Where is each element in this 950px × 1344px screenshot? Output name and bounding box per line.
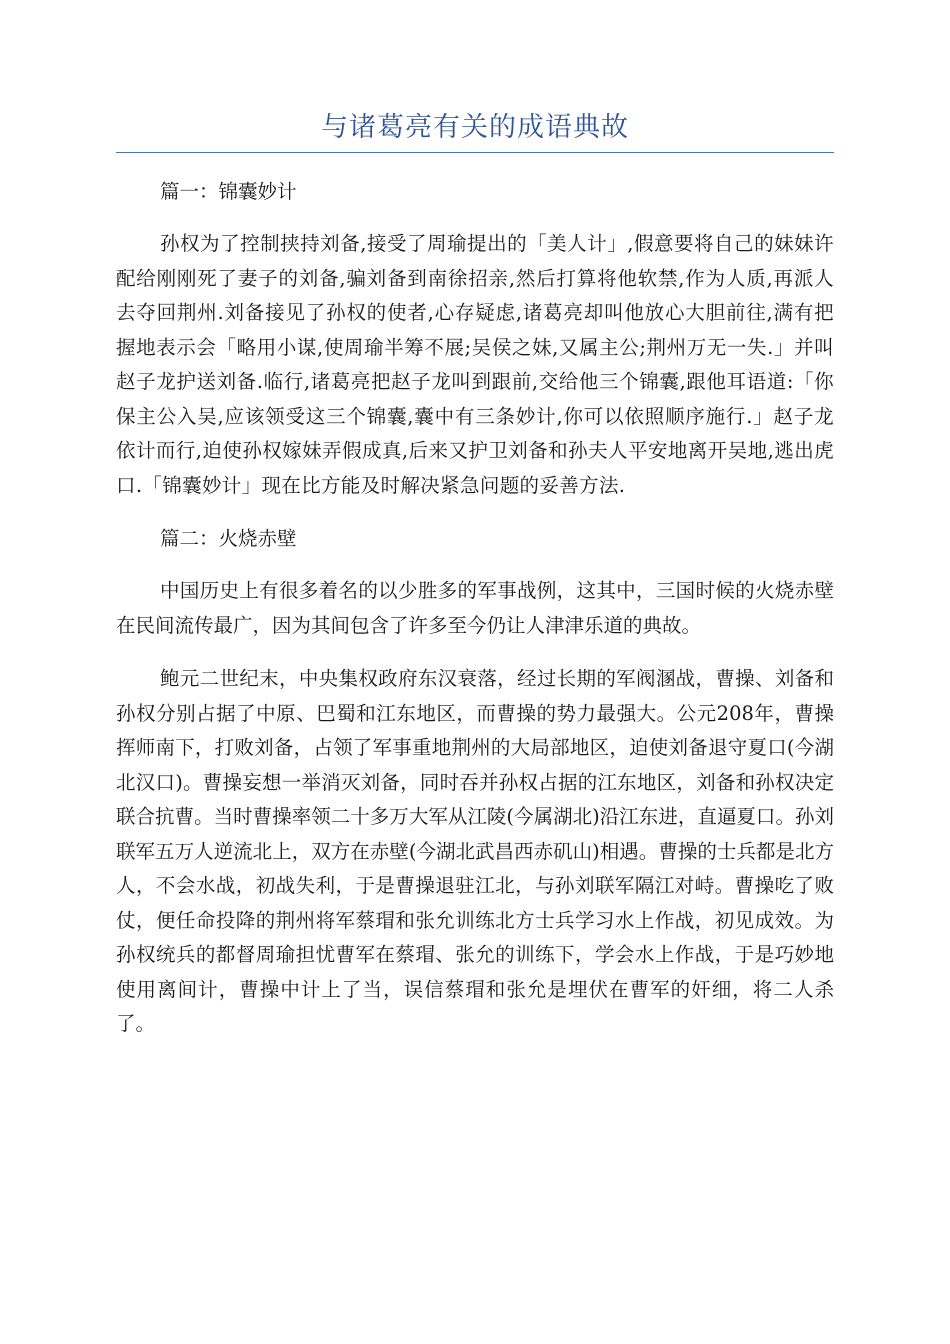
document-page — [116, 108, 834, 1061]
title-underline — [116, 152, 834, 153]
document-title: 与诸葛亮有关的成语典故 — [321, 112, 629, 143]
section-heading-2: 篇二：火烧赤壁 — [160, 527, 297, 550]
section-2-paragraph-2: 鲍元二世纪末，中央集权政府东汉衰落，经过长期的军阀溷战，曹操、刘备和孙权分别占据了中原、巴蜀和江东地区，而曹操的势力最强大。公元208年，曹操挥师南下，打败刘备，占领了军事重地荆州的大局部地区，迫使刘备退守夏口(今湖北汉口)。曹操妄想一举消灭刘备，同时吞并孙权占据的江东地区，刘备和孙权决定联合抗曹。当时曹操率领二十多万大军从江陵(今属湖北)沿江东进，直逼夏口。孙刘联军五万人逆流北上，双方在赤壁(今湖北武昌西赤矶山)相遇。曹操的士兵都是北方人，不会水战，初战失利，于是曹操退驻江北，与孙刘联军隔江对峙。曹操吃了败仗，便任命投降的荆州将军蔡瑁和张允训练北方士兵学习水上作战，初见成效。为孙权统兵的都督周瑜担忧曹军在蔡瑁、张允的训练下，学会水上作战，于是巧妙地使用离间计，曹操中计上了当，误信蔡瑁和张允是埋伏在曹军的奸细，将二人杀了。 — [116, 667, 834, 1035]
section-heading-1: 篇一：锦囊妙计 — [160, 180, 297, 203]
section-1-paragraph-1: 孙权为了控制挟持刘备,接受了周瑜提出的「美人计」,假意要将自己的妹妹许配给刚刚死了妻子的刘备,骗刘备到南徐招亲,然后打算将他软禁,作为人质,再派人去夺回荆州.刘备接见了孙权的使者,心存疑虑,诸葛亮却叫他放心大胆前往,满有把握地表示会「略用小谋,使周瑜半筹不展;吴侯之妹,又属主公;荆州万无一失.」并叫赵子龙护送刘备.临行,诸葛亮把赵子龙叫到跟前,交给他三个锦囊,跟他耳语道:「你保主公入吴,应该领受这三个锦囊,囊中有三条妙计,你可以依照顺序施行.」赵子龙依计而行,迫使孙权嫁妹弄假成真,后来又护卫刘备和孙夫人平安地离开吴地,逃出虎口.「锦囊妙计」现在比方能及时解决紧急问题的妥善方法. — [116, 232, 834, 497]
section-2-paragraph-1: 中国历史上有很多着名的以少胜多的军事战例，这其中，三国时候的火烧赤壁在民间流传最广，因为其间包含了许多至今仍让人津津乐道的典故。 — [116, 579, 834, 637]
